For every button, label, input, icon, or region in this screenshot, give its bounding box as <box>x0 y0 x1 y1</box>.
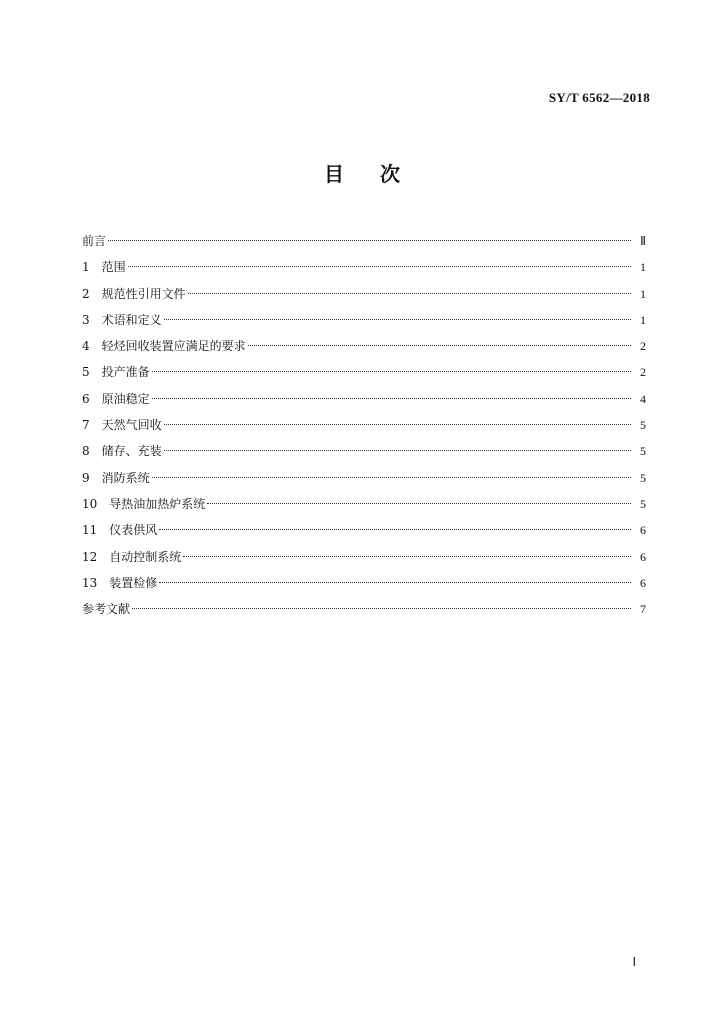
toc-entry-number: 12 <box>82 549 98 564</box>
toc-entry-number: 1 <box>82 260 90 275</box>
toc-entry-label: 仪表供风 <box>109 523 158 538</box>
toc-entry-page: 5 <box>640 444 646 459</box>
toc-entry-9[interactable] <box>82 465 646 491</box>
toc-entry-label: 规范性引用文件 <box>101 286 186 301</box>
toc-entry-label: 范围 <box>101 260 126 275</box>
toc-entry-number: 13 <box>82 575 98 590</box>
toc-entry-label: 术语和定义 <box>101 312 162 327</box>
toc-dot-leader <box>152 371 631 372</box>
toc-entry-number: 8 <box>82 444 90 459</box>
toc-entry-number: 4 <box>82 339 90 354</box>
toc-entry-page: 6 <box>640 575 646 590</box>
toc-dot-leader <box>164 450 631 451</box>
toc-entry-label: 自动控制系统 <box>109 549 182 564</box>
toc-dot-leader <box>152 398 631 399</box>
toc-dot-leader <box>132 608 631 609</box>
toc-entry-number: 10 <box>82 496 98 511</box>
toc-entry-4[interactable] <box>82 333 646 359</box>
toc-entry-number: 11 <box>82 523 98 538</box>
toc-entry-label: 原油稳定 <box>101 391 150 406</box>
toc-entry-7[interactable] <box>82 412 646 438</box>
toc-entry-label: 消防系统 <box>101 470 150 485</box>
toc-entry-page: 4 <box>640 391 646 406</box>
toc-dot-leader <box>128 266 631 267</box>
toc-entry-label: 导热油加热炉系统 <box>109 496 206 511</box>
toc-dot-leader <box>183 556 631 557</box>
toc-dot-leader <box>164 424 631 425</box>
toc-entry-page: 1 <box>640 312 646 327</box>
toc-entry-page: 5 <box>640 470 646 485</box>
toc-entry-13[interactable] <box>82 570 646 596</box>
toc-title-char-1: 目 <box>324 162 344 186</box>
toc-list <box>82 228 646 622</box>
toc-entry-5[interactable] <box>82 359 646 385</box>
toc-entry-page: 6 <box>640 523 646 538</box>
toc-entry-page: 5 <box>640 418 646 433</box>
toc-entry-label: 轻烃回收装置应满足的要求 <box>101 339 246 354</box>
toc-entry-number: 6 <box>82 391 90 406</box>
toc-entry-page: 6 <box>640 549 646 564</box>
toc-entry-page: 5 <box>640 496 646 511</box>
toc-entry-2[interactable] <box>82 281 646 307</box>
toc-entry-page: 2 <box>640 339 646 354</box>
toc-dot-leader <box>248 345 631 346</box>
toc-entry-number: 9 <box>82 470 90 485</box>
toc-entry-11[interactable] <box>82 517 646 543</box>
toc-title-char-2: 次 <box>380 162 400 186</box>
toc-entry-3[interactable] <box>82 307 646 333</box>
toc-dot-leader <box>152 477 631 478</box>
toc-entry-number: 3 <box>82 312 90 327</box>
toc-dot-leader <box>164 319 631 320</box>
toc-entry-8[interactable] <box>82 438 646 464</box>
toc-dot-leader <box>108 240 631 241</box>
toc-entry-bibliography[interactable] <box>82 596 646 622</box>
toc-entry-page: 1 <box>640 286 646 301</box>
toc-entry-label: 前言 <box>82 234 107 248</box>
toc-entry-label: 投产准备 <box>101 365 150 380</box>
toc-entry-number: 5 <box>82 365 90 380</box>
toc-entry-number: 7 <box>82 418 90 433</box>
toc-entry-label: 天然气回收 <box>101 418 162 433</box>
toc-entry-page: 1 <box>640 260 646 275</box>
toc-entry-12[interactable] <box>82 544 646 570</box>
toc-entry-number: 2 <box>82 286 90 301</box>
toc-dot-leader <box>159 529 631 530</box>
standard-code: SY/T 6562—2018 <box>548 90 650 105</box>
toc-dot-leader <box>159 582 631 583</box>
toc-entry-label: 储存、充装 <box>101 444 162 459</box>
toc-entry-label: 参考文献 <box>82 602 131 617</box>
toc-entry-label: 装置检修 <box>109 575 158 590</box>
toc-dot-leader <box>207 503 631 504</box>
toc-dot-leader <box>188 293 631 294</box>
toc-title <box>0 158 724 187</box>
toc-entry-10[interactable] <box>82 491 646 517</box>
toc-entry-page: 7 <box>640 602 646 617</box>
toc-entry-foreword[interactable] <box>82 228 646 254</box>
toc-entry-6[interactable] <box>82 386 646 412</box>
toc-entry-page: Ⅱ <box>640 234 646 248</box>
toc-entry-page: 2 <box>640 365 646 380</box>
page-number: Ⅰ <box>632 955 636 969</box>
toc-entry-1[interactable] <box>82 254 646 280</box>
